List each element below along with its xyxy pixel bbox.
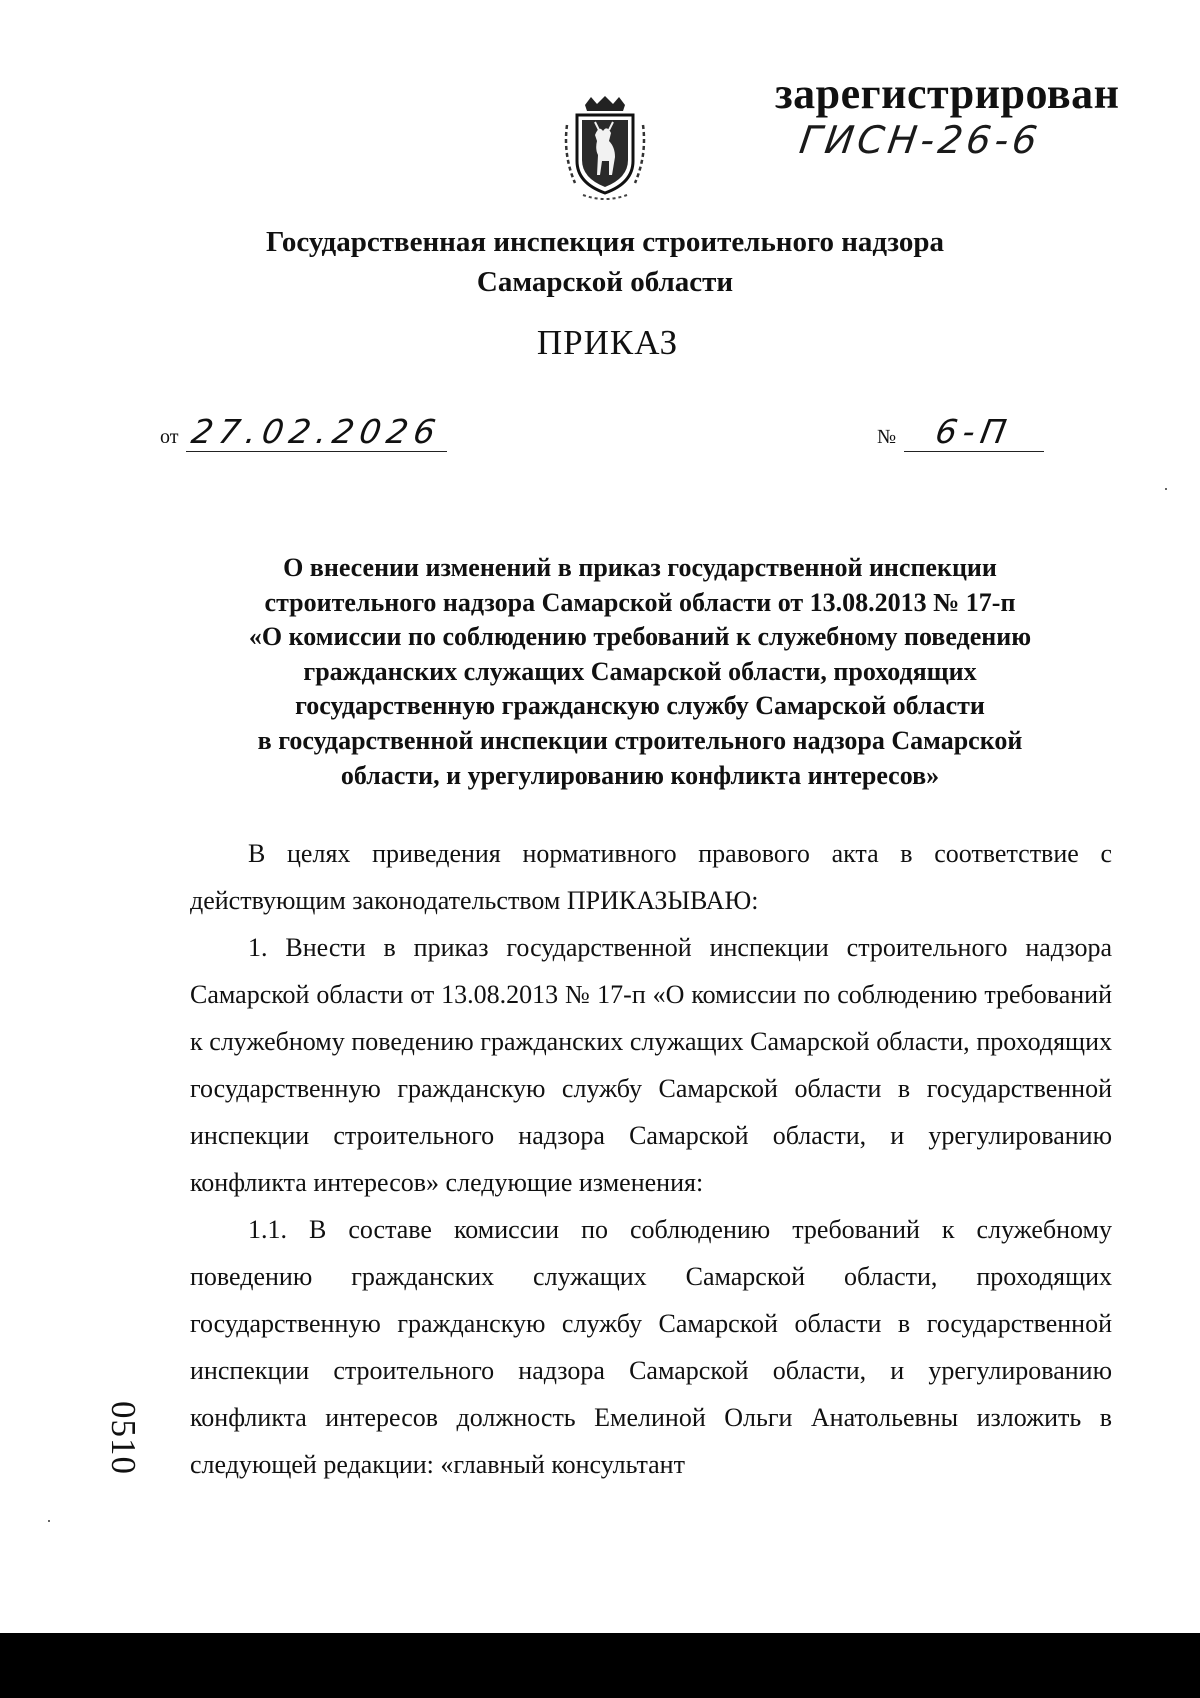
- scan-edge-bar: [0, 1633, 1200, 1698]
- number-prefix: №: [877, 426, 897, 448]
- order-date: [160, 412, 447, 452]
- date-value: 27.02.2026: [189, 412, 445, 451]
- scan-speck: [48, 1520, 50, 1522]
- organization-line-1: Государственная инспекция строительного надзора: [265, 226, 945, 258]
- body-paragraph-item-1: 1. Внести в приказ государственной инспекции строительного надзора Самарской области от 13.08.2013 № 17-п «О комиссии по соблюдению требований к служебному поведению гражданских служащих Самарской области, проходящих государственную гражданскую службу Самарской области в государственной инспекции строительного надзора Самарской области, и урегулированию конфликта интересов» следующие изменения:: [190, 933, 1112, 1197]
- organization-name: [0, 222, 1200, 302]
- order-subject: [190, 551, 1090, 793]
- number-value: 6-П: [932, 412, 1016, 451]
- document-type-title: ПРИКАЗ: [536, 323, 679, 362]
- body-paragraph-item-1-1: 1.1. В составе комиссии по соблюдению требований к служебному поведению гражданских служащих Самарской области, проходящих государственную гражданскую службу Самарской области в государственной инспекции строительного надзора Самарской области, и урегулированию конфликта интересов должность Емелиной Ольги Анатольевны изложить в следующей редакции: «главный консультант: [190, 1215, 1112, 1479]
- subject-line: «О комиссии по соблюдению требований к служебному поведению: [248, 622, 1032, 652]
- scan-speck: [1165, 488, 1167, 490]
- coat-of-arms-icon: [555, 95, 655, 203]
- order-body: [190, 830, 1112, 1488]
- subject-line: в государственной инспекции строительного надзора Самарской: [257, 725, 1023, 755]
- registration-number: ГИСН-26-6: [796, 118, 1044, 162]
- date-prefix: от: [160, 426, 179, 448]
- subject-line: гражданских служащих Самарской области, проходящих: [303, 656, 977, 686]
- registration-stamp-label: зарегистрирован: [775, 69, 1120, 118]
- subject-line: области, и урегулированию конфликта интересов»: [340, 760, 940, 790]
- subject-line: государственную гражданскую службу Самарской области: [295, 691, 985, 721]
- side-page-stamp: 0510: [104, 1401, 143, 1475]
- organization-line-2: Самарской области: [476, 266, 734, 298]
- subject-line: строительного надзора Самарской области от 13.08.2013 № 17-п: [264, 587, 1016, 617]
- subject-line: О внесении изменений в приказ государственной инспекции: [283, 553, 997, 582]
- body-paragraph-preamble: В целях приведения нормативного правового акта в соответствие с действующим законодательством ПРИКАЗЫВАЮ:: [190, 839, 1112, 915]
- order-number: [877, 412, 1044, 452]
